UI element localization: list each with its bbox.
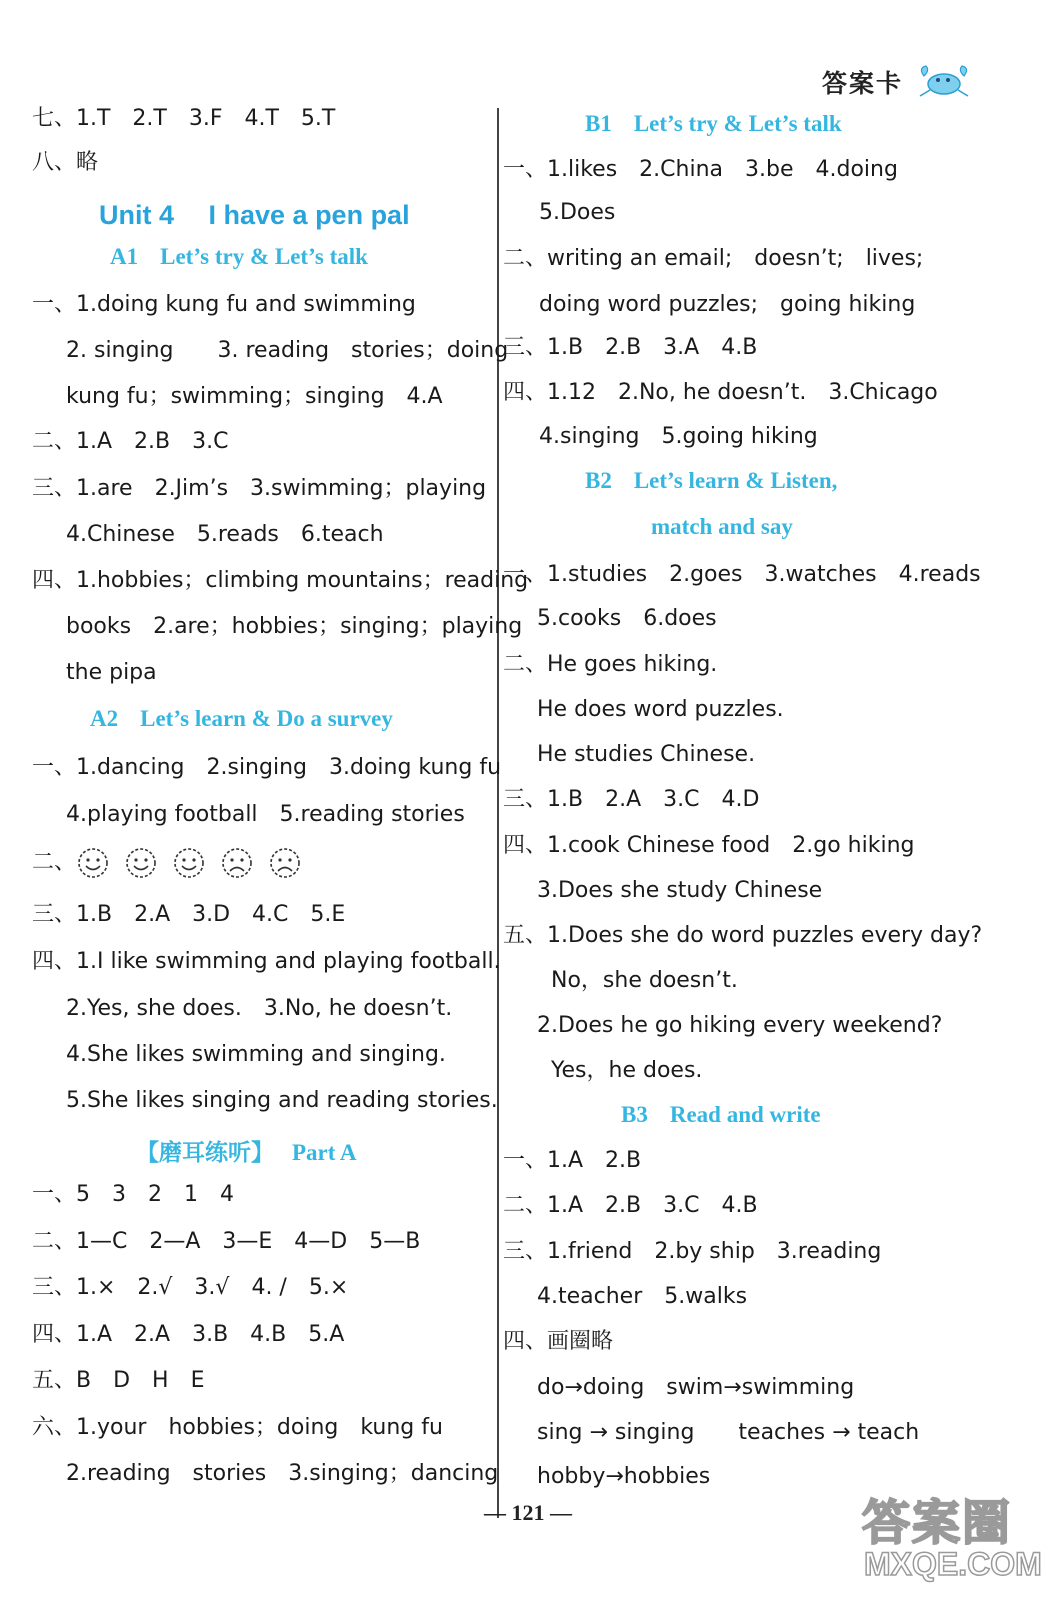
answer-line: 四、1.I like swimming and playing football. [32, 949, 501, 974]
sad-face-icon [268, 846, 302, 880]
answer-line: 二、1.A 2.B 3.C 4.B [503, 1193, 758, 1218]
section-code: A2 [90, 706, 119, 731]
answer-line: 二、1.A 2.B 3.C [32, 429, 229, 454]
answer-line: do→doing swim→swimming [537, 1375, 855, 1400]
answer-line: 五、B D H E [32, 1368, 205, 1393]
watermark-logo [862, 1484, 1042, 1594]
section-code: B3 [621, 1102, 648, 1127]
answer-line: 四、1.cook Chinese food 2.go hiking [503, 833, 915, 858]
answer-line: Yes，he does. [551, 1058, 703, 1083]
answer-line: 5.cooks 6.does [537, 606, 717, 631]
answer-line: 5.Does [539, 200, 616, 225]
answer-line: 五、1.Does she do word puzzles every day? [503, 923, 983, 948]
answer-line: 2.Does he go hiking every weekend? [537, 1013, 943, 1038]
answer-line: He does word puzzles. [537, 697, 784, 722]
answer-line: 四、1.A 2.A 3.B 4.B 5.A [32, 1322, 345, 1347]
sad-face-icon [220, 846, 254, 880]
section-title: Read and write [669, 1102, 821, 1127]
happy-face-icon [76, 846, 110, 880]
section-title: Let’s try & Let’s talk [633, 111, 842, 136]
section-code: B2 [585, 468, 612, 493]
section-heading-listening [136, 1134, 357, 1167]
answer-line: 三、1.B 2.A 3.D 4.C 5.E [32, 902, 346, 927]
answer-line: 二、He goes hiking. [503, 652, 718, 677]
section-heading-b2 [585, 468, 837, 494]
answer-line: 一、1.dancing 2.singing 3.doing kung fu [32, 755, 502, 780]
section-code: B1 [585, 111, 612, 136]
section-heading-b1 [585, 111, 842, 137]
answer-line: 三、1.B 2.A 3.C 4.D [503, 787, 760, 812]
answer-line: books 2.are；hobbies；singing；playing [66, 614, 523, 639]
section-code: A1 [110, 244, 139, 269]
watermark-text: 答案圈 [862, 1495, 1013, 1551]
happy-face-icon [124, 846, 158, 880]
answer-line: kung fu；swimming；singing 4.A [66, 384, 443, 409]
answer-line: 一、1.A 2.B [503, 1148, 642, 1173]
answer-line: 一、5 3 2 1 4 [32, 1182, 234, 1207]
watermark-url: MXQE.COM [864, 1546, 1042, 1582]
section-heading-a1 [110, 244, 368, 270]
answer-line: 4.Chinese 5.reads 6.teach [66, 522, 384, 547]
answer-line: 4.She likes swimming and singing. [66, 1042, 446, 1067]
answer-line: 四、1.hobbies；climbing mountains；reading [32, 568, 529, 593]
happy-face-icon [172, 846, 206, 880]
answer-line: 三、1.friend 2.by ship 3.reading [503, 1239, 882, 1264]
answer-line: 4.playing football 5.reading stories [66, 802, 465, 827]
header-title: 答案卡 [822, 69, 904, 98]
answer-line: 一、1.studies 2.goes 3.watches 4.reads [503, 562, 981, 587]
unit-title: Unit 4 I have a pen pal [99, 200, 410, 230]
answer-line: 六、1.your hobbies；doing kung fu [32, 1415, 443, 1440]
page-number: — 121 — [484, 1500, 572, 1525]
section-title: Let’s try & Let’s talk [160, 244, 368, 269]
faces-row [32, 846, 316, 880]
answer-line: hobby→hobbies [537, 1464, 711, 1489]
answer-line: 一、1.doing kung fu and swimming [32, 292, 416, 317]
answer-line: 一、1.likes 2.China 3.be 4.doing [503, 157, 898, 182]
answer-prefix: 二、 [32, 850, 77, 875]
section-title: Let’s learn & Do a survey [140, 706, 393, 731]
answer-line: 2.Yes, she does. 3.No, he doesn’t. [66, 996, 453, 1021]
section-heading-b2-cont: match and say [651, 514, 793, 539]
answer-line: 三、1.× 2.√ 3.√ 4. / 5.× [32, 1275, 349, 1300]
crab-icon [914, 62, 974, 98]
answer-line: 2.reading stories 3.singing；dancing [66, 1461, 499, 1486]
column-divider [497, 108, 499, 1518]
answer-line: 八、略 [32, 150, 99, 175]
section-heading-a2 [90, 706, 393, 732]
answer-line: 3.Does she study Chinese [537, 878, 823, 903]
answer-line: 三、1.are 2.Jim’s 3.swimming；playing [32, 476, 487, 501]
answer-line: 4.singing 5.going hiking [539, 424, 818, 449]
answer-line: He studies Chinese. [537, 742, 756, 767]
answer-line: doing word puzzles; going hiking [539, 292, 916, 317]
answer-line: 四、1.12 2.No, he doesn’t. 3.Chicago [503, 380, 938, 405]
section-code: 【磨耳练听】 [136, 1140, 274, 1165]
answer-line: sing → singing teaches → teach [537, 1420, 920, 1445]
answer-line: 二、1—C 2—A 3—E 4—D 5—B [32, 1229, 421, 1254]
section-heading-b3 [621, 1102, 821, 1128]
answer-line: the pipa [66, 660, 157, 685]
answer-line: 4.teacher 5.walks [537, 1284, 748, 1309]
answer-line: 四、画圈略 [503, 1329, 614, 1354]
answer-line: 二、writing an email; doesn’t; lives; [503, 246, 924, 271]
answer-line: 5.She likes singing and reading stories. [66, 1088, 498, 1113]
answer-line: 三、1.B 2.B 3.A 4.B [503, 335, 758, 360]
answer-line: 七、1.T 2.T 3.F 4.T 5.T [32, 106, 336, 131]
section-title: Part A [292, 1140, 357, 1165]
answer-line: No，she doesn’t. [551, 968, 738, 993]
section-title: Let’s learn & Listen, [633, 468, 838, 493]
answer-line: 2. singing 3. reading stories；doing [66, 338, 509, 363]
